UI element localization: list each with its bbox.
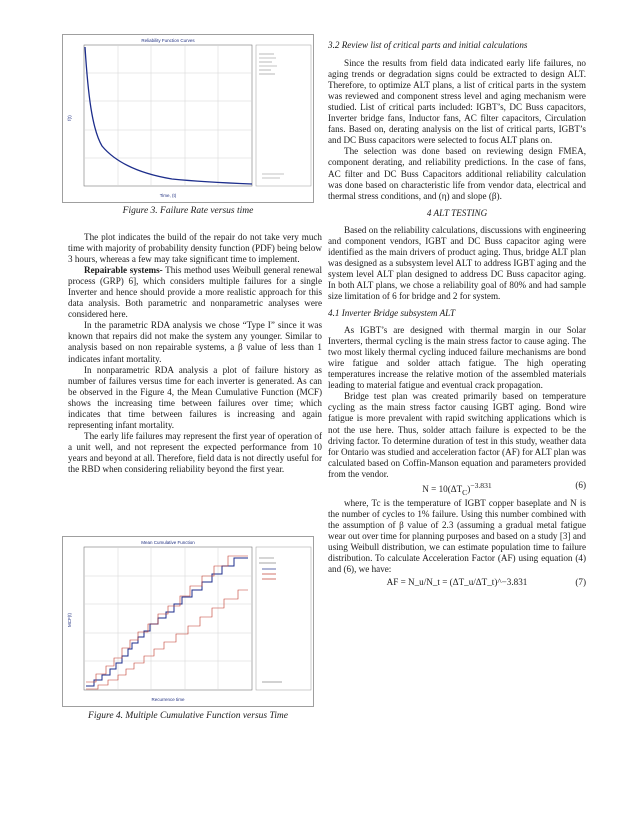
fig4-title: Mean Cumulative Function — [141, 540, 195, 545]
paragraph-selection-basis: The selection was done based on reviewing design FMEA, component derating, and reliability predictions. In the case of fans, AC filter and DC Buss Capacitors additional reliability calculation was done based on characteristic life from vendor data, electrical and thermal stress conditions, and (η) and slope (β). — [328, 146, 586, 201]
paragraph-bridge-test-plan: Bridge test plan was created primarily based on temperature cycling as the main stress factor causing IGBT aging. Bond wire fatigue is more prevalent with rapid switching applications which is not the use here. Thus, solder attach failure is expected to be the driving factor. To determine duration of test in this study, weather data for Ontario was studied and acceleration factor (AF) for ALT plan was calculated based on Coffin-Manson equation and parameters provided from the vendor. — [328, 391, 586, 479]
section-3-2-heading: 3.2 Review list of critical parts and initial calculations — [328, 40, 528, 50]
equation-6: $N = 10(\Delta T_C)^{-3.831}$ (6) — [422, 479, 586, 497]
repairable-systems-lead: Repairable systems- — [84, 265, 163, 276]
paragraph-alt-testing: Based on the reliability calculations, discussions with engineering and component vendors, IGBT and DC Buss capacitor aging were identified as the main drivers of product aging. Thus, bridge ALT plan was designed as a subsystem level ALT to address IGBT aging and the system level ALT plan designed to address DC Buss capacitor aging. In both ALT plans, we chose a reliability goal of 80% and had sample size limitation of 6 for bridge and 2 for system. — [328, 224, 586, 301]
equation-6-number: (6) — [575, 479, 586, 490]
figure-4-caption: Figure 4. Multiple Cumulative Function versus Time — [88, 711, 288, 721]
paragraph-parametric-rda: In the parametric RDA analysis we chose “Type I” since it was known that repairs did not make the system any younger. Similar to analysis based on non repairable systems, a β value of less than 1 indicates infant mortality. — [68, 320, 322, 364]
fig3-xlabel: Time, (t) — [159, 193, 177, 198]
repairable-systems-body: This method uses Weibull general renewal process (GRP) 6], which considers multiple failures for a single Inverter and hence should provide a more realistic approach for this data analysis. Both parametric and nonparametric analyses were considered here. — [68, 265, 322, 320]
paragraph-igbt-thermal: As IGBT’s are designed with thermal margin in our Solar Inverters, thermal cycling is the main stress factor to cause aging. The two most likely thermal cycling induced failure mechanisms are bond wire fatigue and solder attach fatigue. The high operating temperatures increase the relative motion of the assembled materials leading to material fatigue and eventual crack propagation. — [328, 325, 586, 391]
section-4-1-heading: 4.1 Inverter Bridge subsystem ALT — [328, 308, 456, 319]
figure-3-failure-rate-plot — [62, 34, 314, 204]
left-column — [68, 232, 322, 475]
paragraph-early-life-failures: The early life failures may represent the first year of operation of a unit well, and not represent the expected performance from 10 years and beyond at all. Therefore, field data is not directly useful for the RBD when considering reliability beyond the first year. — [68, 430, 322, 474]
equation-7-number: (7) — [575, 576, 586, 587]
fig4-xlabel: Recurrence time — [151, 697, 185, 702]
paragraph-nonparametric-rda: In nonparametric RDA analysis a plot of failure history as number of failures versus time for each inverter is generated. As can be observed in the Figure 4, the Mean Cumulative Function (MCF) shows the increasing time between failures over time; which indicates that time between failures is increasing and again representing infant mortality. — [68, 364, 322, 430]
paragraph-field-data-results: Since the results from field data indicated early life failures, no aging trends or degradation signs could be extracted to design ALT. Therefore, to optimize ALT plans, a list of critical parts in the system was reviewed and component stress level and aging mechanism were studied. List of critical parts included: IGBT’s, DC Buss capacitors, Inverter bridge fans, Inductor fans, AC filter capacitors, Circulation fans. Based on, derating analysis on the list of critical parts, IGBT’s and DC Buss capacitors were selected to focus ALT plans on. — [328, 58, 586, 146]
equation-7: AF = N_u/N_t = (ΔT_u/ΔT_t)^−3.831 (7) — [386, 576, 586, 587]
right-column — [328, 40, 586, 588]
figure-3-caption: Figure 3. Failure Rate versus time — [122, 206, 254, 216]
figure-4-mcf-plot — [62, 536, 314, 708]
fig3-title: Reliability Function Curves — [141, 38, 195, 43]
fig4-ylabel: MCF(t) — [67, 613, 72, 627]
section-4-heading: 4 ALT TESTING — [426, 207, 488, 218]
fig3-ylabel: f(t) — [67, 115, 72, 121]
paragraph-plot-indicates: The plot indicates the build of the repair do not take very much time with majority of probability density function (PDF) being below 3 hours, whereas a few may take significant time to implement. — [68, 232, 322, 265]
paragraph-repairable-systems — [68, 265, 322, 320]
paragraph-where-tc: where, Tc is the temperature of IGBT copper baseplate and N is the number of cycles to 1% failure. Using this number combined with the assumption of β value of 2.3 (assuming a gradual metal fatigue wear out over time for planning purposes and based on a study [3] and using Weibull distribution, we can estimate population time to failure distribution. To calculate Acceleration Factor (AF) using equation (4) and (6), we have: — [328, 497, 586, 574]
